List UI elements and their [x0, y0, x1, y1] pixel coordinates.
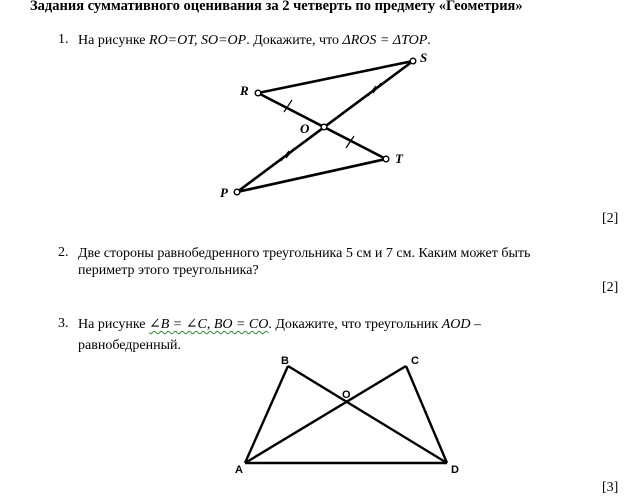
task-2-number: 2. — [58, 245, 69, 260]
task-1-suffix: . — [427, 33, 431, 48]
label-S: S — [420, 50, 428, 65]
segment-AC — [245, 366, 406, 463]
task-1-number: 1. — [58, 32, 69, 47]
task-3-name: AOD — [441, 317, 471, 332]
label-P: P — [220, 185, 228, 200]
task-3-prefix: На рисунке — [78, 317, 150, 332]
task-1-prefix: На рисунке — [78, 33, 150, 48]
label-O: O — [342, 389, 351, 401]
label-C: C — [411, 355, 419, 367]
task-3-line-2: равнобедренный. — [78, 338, 182, 353]
label-B: B — [281, 355, 289, 367]
task-3-number: 3. — [58, 316, 69, 331]
task-3-suffix: – — [470, 317, 482, 332]
task-3-given: ∠B = ∠C, BO = CO — [149, 317, 269, 332]
label-A: A — [235, 464, 243, 476]
task-3-score: [3] — [602, 480, 619, 495]
task-2-line-1: Две стороны равнобедренного треугольника 5 см и 7 см. Каким может быть — [78, 246, 531, 261]
segment-BD — [288, 366, 447, 463]
label-T: T — [395, 151, 403, 166]
segment-AB — [245, 366, 288, 463]
label-D: D — [451, 464, 459, 476]
task-1-middle: . Докажите, что — [246, 33, 343, 48]
label-O: O — [300, 121, 310, 136]
page-title: Задания суммативного оценивания за 2 четверть по предмету «Геометрия» — [30, 0, 523, 14]
task-1-claim: ΔROS = ΔTOP — [342, 33, 428, 48]
segment-CD — [406, 366, 447, 463]
task-2-line-2: периметр этого треугольника? — [78, 263, 259, 278]
task-1-score: [2] — [602, 211, 619, 226]
label-R: R — [240, 83, 249, 98]
task-3-middle: . Докажите, что треугольник — [268, 317, 442, 332]
task-2-score: [2] — [602, 280, 619, 295]
task-1-given: RO=OT, SO=OP — [149, 33, 247, 48]
